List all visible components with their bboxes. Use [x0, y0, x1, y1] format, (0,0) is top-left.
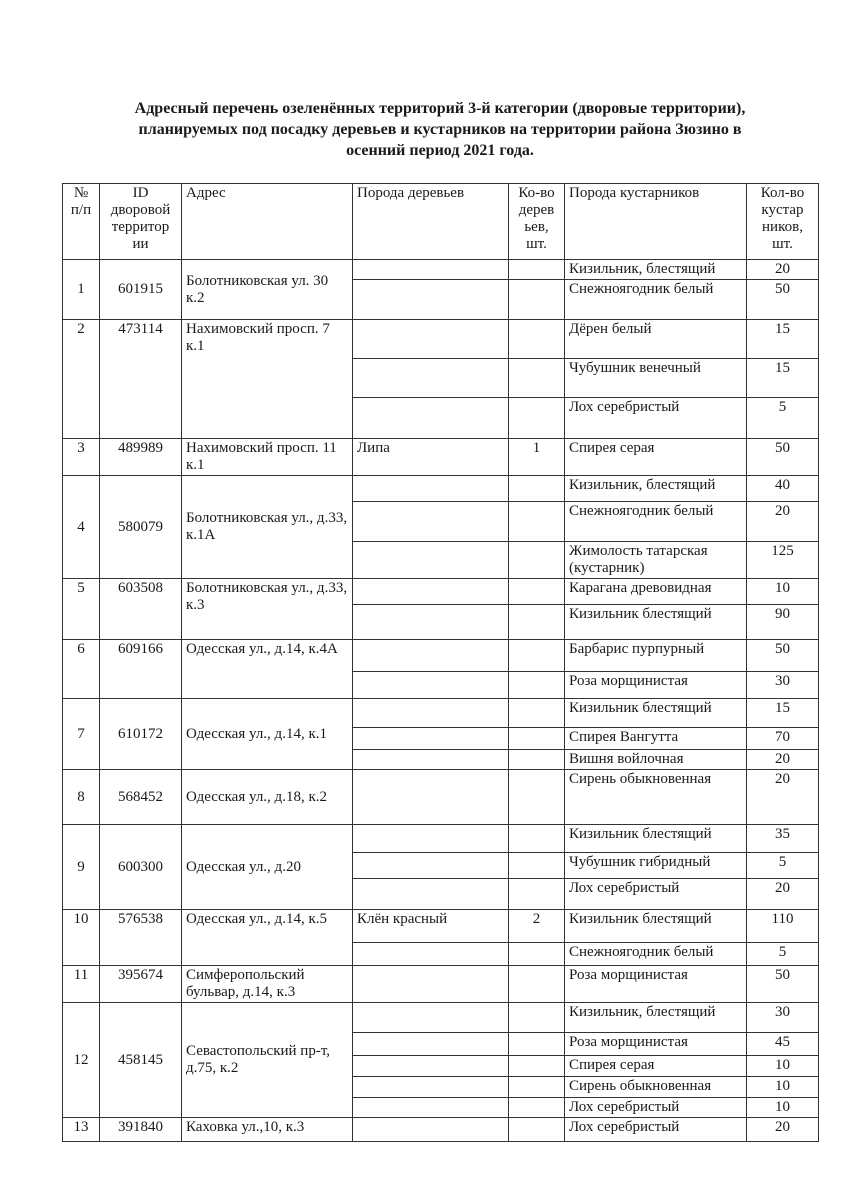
header-address: Адрес	[182, 184, 353, 260]
tree-quantity	[509, 260, 565, 280]
tree-species	[353, 320, 509, 359]
address: Нахимовский просп. 11 к.1	[182, 439, 353, 476]
header-row	[63, 184, 819, 260]
shrub-species: Жимолость татарская (кустарник)	[565, 542, 747, 579]
territory-id: 603508	[100, 579, 182, 640]
tree-quantity	[509, 502, 565, 542]
shrub-quantity: 30	[747, 1003, 819, 1033]
address: Болотниковская ул., д.33, к.3	[182, 579, 353, 640]
territory-id: 568452	[100, 770, 182, 825]
shrub-species: Спирея серая	[565, 439, 747, 476]
territory-id: 395674	[100, 966, 182, 1003]
shrub-species: Снежноягодник белый	[565, 943, 747, 966]
row-number: 1	[63, 260, 100, 320]
shrub-quantity: 10	[747, 1077, 819, 1098]
tree-quantity	[509, 605, 565, 640]
tree-quantity	[509, 280, 565, 320]
shrub-quantity: 30	[747, 672, 819, 699]
shrub-quantity: 5	[747, 398, 819, 439]
title-line: Адресный перечень озеленённых территорий 3-й категории (дворовые территории),	[134, 100, 746, 117]
address: Одесская ул., д.20	[182, 825, 353, 910]
shrub-species: Роза морщинистая	[565, 1033, 747, 1056]
row-number: 6	[63, 640, 100, 699]
tree-quantity	[509, 699, 565, 728]
shrub-quantity: 20	[747, 879, 819, 910]
row-number: 12	[63, 1003, 100, 1118]
row-number: 10	[63, 910, 100, 966]
shrub-quantity: 10	[747, 1098, 819, 1118]
shrub-quantity: 50	[747, 966, 819, 1003]
shrub-quantity: 20	[747, 750, 819, 770]
tree-quantity	[509, 476, 565, 502]
tree-species	[353, 1033, 509, 1056]
territory-id: 601915	[100, 260, 182, 320]
row-number: 2	[63, 320, 100, 439]
row-number: 13	[63, 1118, 100, 1142]
tree-quantity	[509, 943, 565, 966]
tree-species	[353, 502, 509, 542]
shrub-quantity: 45	[747, 1033, 819, 1056]
tree-quantity	[509, 579, 565, 605]
tree-species	[353, 1098, 509, 1118]
row-number: 3	[63, 439, 100, 476]
shrub-quantity: 70	[747, 728, 819, 750]
shrub-quantity: 50	[747, 439, 819, 476]
tree-quantity	[509, 542, 565, 579]
shrub-quantity: 5	[747, 943, 819, 966]
tree-species	[353, 542, 509, 579]
tree-species	[353, 750, 509, 770]
header-shrub: Порода кустарников	[565, 184, 747, 260]
shrub-species: Сирень обыкновенная	[565, 770, 747, 825]
tree-species	[353, 943, 509, 966]
table-row	[63, 640, 819, 672]
shrub-species: Кизильник блестящий	[565, 910, 747, 943]
shrub-quantity: 40	[747, 476, 819, 502]
table-row	[63, 439, 819, 476]
table-row	[63, 1118, 819, 1142]
table-row	[63, 1003, 819, 1033]
shrub-species: Кизильник, блестящий	[565, 1003, 747, 1033]
tree-quantity: 1	[509, 439, 565, 476]
tree-quantity	[509, 825, 565, 853]
tree-species	[353, 966, 509, 1003]
tree-species	[353, 1077, 509, 1098]
tree-species	[353, 398, 509, 439]
shrub-quantity: 125	[747, 542, 819, 579]
table-row	[63, 966, 819, 1003]
tree-species	[353, 476, 509, 502]
shrub-species: Сирень обыкновенная	[565, 1077, 747, 1098]
row-number: 5	[63, 579, 100, 640]
tree-species	[353, 1056, 509, 1077]
address: Нахимовский просп. 7 к.1	[182, 320, 353, 439]
tree-quantity	[509, 853, 565, 879]
table-row	[63, 770, 819, 825]
tree-quantity: 2	[509, 910, 565, 943]
document-title	[60, 98, 820, 161]
tree-quantity	[509, 672, 565, 699]
territory-id: 580079	[100, 476, 182, 579]
tree-species: Клён красный	[353, 910, 509, 943]
address: Севастопольский пр-т, д.75, к.2	[182, 1003, 353, 1118]
table-row	[63, 260, 819, 280]
shrub-species: Кизильник блестящий	[565, 699, 747, 728]
tree-species	[353, 825, 509, 853]
row-number: 7	[63, 699, 100, 770]
tree-quantity	[509, 640, 565, 672]
tree-species	[353, 728, 509, 750]
shrub-species: Чубушник гибридный	[565, 853, 747, 879]
row-number: 4	[63, 476, 100, 579]
shrub-species: Лох серебристый	[565, 1098, 747, 1118]
shrub-species: Спирея серая	[565, 1056, 747, 1077]
tree-species	[353, 770, 509, 825]
address: Болотниковская ул. 30 к.2	[182, 260, 353, 320]
tree-quantity	[509, 1077, 565, 1098]
shrub-quantity: 90	[747, 605, 819, 640]
shrub-species: Снежноягодник белый	[565, 280, 747, 320]
tree-quantity	[509, 359, 565, 398]
shrub-quantity: 20	[747, 502, 819, 542]
shrub-species: Кизильник блестящий	[565, 605, 747, 640]
tree-quantity	[509, 879, 565, 910]
tree-species	[353, 853, 509, 879]
header-num: № п/п	[63, 184, 100, 260]
tree-species	[353, 1003, 509, 1033]
tree-species	[353, 1118, 509, 1142]
shrub-species: Кизильник, блестящий	[565, 260, 747, 280]
tree-quantity	[509, 750, 565, 770]
territory-id: 609166	[100, 640, 182, 699]
shrub-species: Лох серебристый	[565, 879, 747, 910]
tree-species	[353, 699, 509, 728]
shrub-species: Чубушник венечный	[565, 359, 747, 398]
shrub-species: Лох серебристый	[565, 398, 747, 439]
shrub-species: Карагана древовидная	[565, 579, 747, 605]
shrub-species: Роза морщинистая	[565, 966, 747, 1003]
shrub-species: Вишня войлочная	[565, 750, 747, 770]
territory-id: 391840	[100, 1118, 182, 1142]
tree-quantity	[509, 320, 565, 359]
header-id: ID дворовой территор ии	[100, 184, 182, 260]
territory-id: 600300	[100, 825, 182, 910]
tree-species	[353, 260, 509, 280]
tree-quantity	[509, 398, 565, 439]
tree-quantity	[509, 966, 565, 1003]
header-shrub-qty: Кол-во кустар ников, шт.	[747, 184, 819, 260]
territory-id: 458145	[100, 1003, 182, 1118]
tree-quantity	[509, 770, 565, 825]
tree-species	[353, 280, 509, 320]
shrub-quantity: 15	[747, 359, 819, 398]
tree-quantity	[509, 728, 565, 750]
shrub-quantity: 35	[747, 825, 819, 853]
shrub-species: Роза морщинистая	[565, 672, 747, 699]
address: Болотниковская ул., д.33, к.1А	[182, 476, 353, 579]
header-tree-qty: Ко-во дерев ьев, шт.	[509, 184, 565, 260]
row-number: 8	[63, 770, 100, 825]
shrub-species: Дёрен белый	[565, 320, 747, 359]
table-row	[63, 825, 819, 853]
territory-id: 610172	[100, 699, 182, 770]
address: Одесская ул., д.18, к.2	[182, 770, 353, 825]
shrub-quantity: 110	[747, 910, 819, 943]
shrub-quantity: 15	[747, 320, 819, 359]
shrub-quantity: 10	[747, 579, 819, 605]
tree-species	[353, 879, 509, 910]
tree-species	[353, 359, 509, 398]
tree-quantity	[509, 1098, 565, 1118]
title-line: осенний период 2021 года.	[346, 142, 534, 159]
tree-species: Липа	[353, 439, 509, 476]
shrub-species: Лох серебристый	[565, 1118, 747, 1142]
tree-quantity	[509, 1118, 565, 1142]
row-number: 11	[63, 966, 100, 1003]
title-line: планируемых под посадку деревьев и кустарников на территории района Зюзино в	[138, 121, 742, 138]
tree-species	[353, 579, 509, 605]
header-tree: Порода деревьев	[353, 184, 509, 260]
shrub-species: Кизильник, блестящий	[565, 476, 747, 502]
shrub-quantity: 20	[747, 770, 819, 825]
table-row	[63, 910, 819, 943]
table-row	[63, 699, 819, 728]
shrub-quantity: 20	[747, 1118, 819, 1142]
territory-id: 489989	[100, 439, 182, 476]
address: Одесская ул., д.14, к.5	[182, 910, 353, 966]
shrub-quantity: 20	[747, 260, 819, 280]
territory-id: 473114	[100, 320, 182, 439]
tree-species	[353, 640, 509, 672]
table-row	[63, 579, 819, 605]
address: Одесская ул., д.14, к.4А	[182, 640, 353, 699]
table-row	[63, 476, 819, 502]
tree-quantity	[509, 1056, 565, 1077]
address: Одесская ул., д.14, к.1	[182, 699, 353, 770]
tree-species	[353, 605, 509, 640]
shrub-quantity: 5	[747, 853, 819, 879]
address: Каховка ул.,10, к.3	[182, 1118, 353, 1142]
shrub-species: Кизильник блестящий	[565, 825, 747, 853]
shrub-quantity: 15	[747, 699, 819, 728]
row-number: 9	[63, 825, 100, 910]
table-row	[63, 320, 819, 359]
shrub-quantity: 50	[747, 640, 819, 672]
tree-quantity	[509, 1003, 565, 1033]
shrub-species: Спирея Вангутта	[565, 728, 747, 750]
address: Симферопольский бульвар, д.14, к.3	[182, 966, 353, 1003]
shrub-quantity: 50	[747, 280, 819, 320]
shrub-species: Снежноягодник белый	[565, 502, 747, 542]
planting-table	[62, 183, 819, 1142]
territory-id: 576538	[100, 910, 182, 966]
tree-species	[353, 672, 509, 699]
tree-quantity	[509, 1033, 565, 1056]
shrub-quantity: 10	[747, 1056, 819, 1077]
shrub-species: Барбарис пурпурный	[565, 640, 747, 672]
